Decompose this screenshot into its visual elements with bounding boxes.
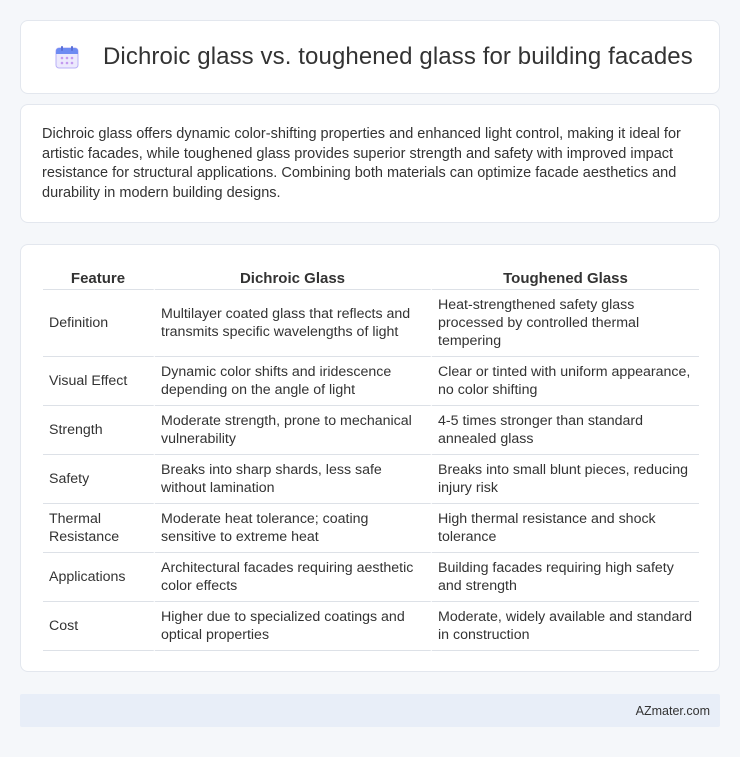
table-row (43, 504, 699, 553)
dichroic-cell: Architectural facades requiring aesthetic color effects (155, 553, 432, 602)
calendar-icon (53, 43, 81, 71)
feature-cell: Applications (43, 553, 155, 602)
table-row (43, 553, 699, 602)
toughened-cell: High thermal resistance and shock tolerance (432, 504, 699, 553)
table-row (43, 602, 699, 651)
toughened-cell: Moderate, widely available and standard in construction (432, 602, 699, 651)
toughened-cell: Building facades requiring high safety and strength (432, 553, 699, 602)
feature-cell: Definition (43, 290, 155, 357)
feature-cell: Visual Effect (43, 357, 155, 406)
toughened-cell: Clear or tinted with uniform appearance, no color shifting (432, 357, 699, 406)
toughened-cell: Breaks into small blunt pieces, reducing injury risk (432, 455, 699, 504)
comparison-table-card (20, 244, 720, 672)
header-dichroic-glass: Dichroic Glass (155, 265, 432, 290)
table-row (43, 406, 699, 455)
table-row (43, 290, 699, 357)
feature-cell: Cost (43, 602, 155, 651)
page-title: Dichroic glass vs. toughened glass for building facades (103, 43, 693, 70)
summary-text: Dichroic glass offers dynamic color-shifting properties and enhanced light control, making it ideal for artistic facades, while toughened glass provides superior strength and safety with improved impact resistance for structural applications. Combining both materials can optimize facade aesthetics and durability in modern building designs. (42, 126, 681, 201)
dichroic-cell: Multilayer coated glass that reflects and transmits specific wavelengths of light (155, 290, 432, 357)
dichroic-cell: Breaks into sharp shards, less safe without lamination (155, 455, 432, 504)
toughened-cell: Heat-strengthened safety glass processed by controlled thermal tempering (432, 290, 699, 357)
footer-site-link[interactable]: AZmater.com (635, 703, 710, 718)
header-toughened-glass: Toughened Glass (432, 265, 699, 290)
summary-card (20, 104, 720, 223)
dichroic-cell: Moderate strength, prone to mechanical vulnerability (155, 406, 432, 455)
dichroic-cell: Higher due to specialized coatings and optical properties (155, 602, 432, 651)
toughened-cell: 4-5 times stronger than standard annealed glass (432, 406, 699, 455)
dichroic-cell: Dynamic color shifts and iridescence depending on the angle of light (155, 357, 432, 406)
feature-cell: Safety (43, 455, 155, 504)
title-card (20, 20, 720, 94)
table-row (43, 455, 699, 504)
footer (20, 694, 720, 727)
feature-cell: Thermal Resistance (43, 504, 155, 553)
table-header-row (43, 265, 699, 290)
table-row (43, 357, 699, 406)
feature-cell: Strength (43, 406, 155, 455)
dichroic-cell: Moderate heat tolerance; coating sensitive to extreme heat (155, 504, 432, 553)
header-feature: Feature (43, 265, 155, 290)
comparison-table (43, 265, 699, 651)
